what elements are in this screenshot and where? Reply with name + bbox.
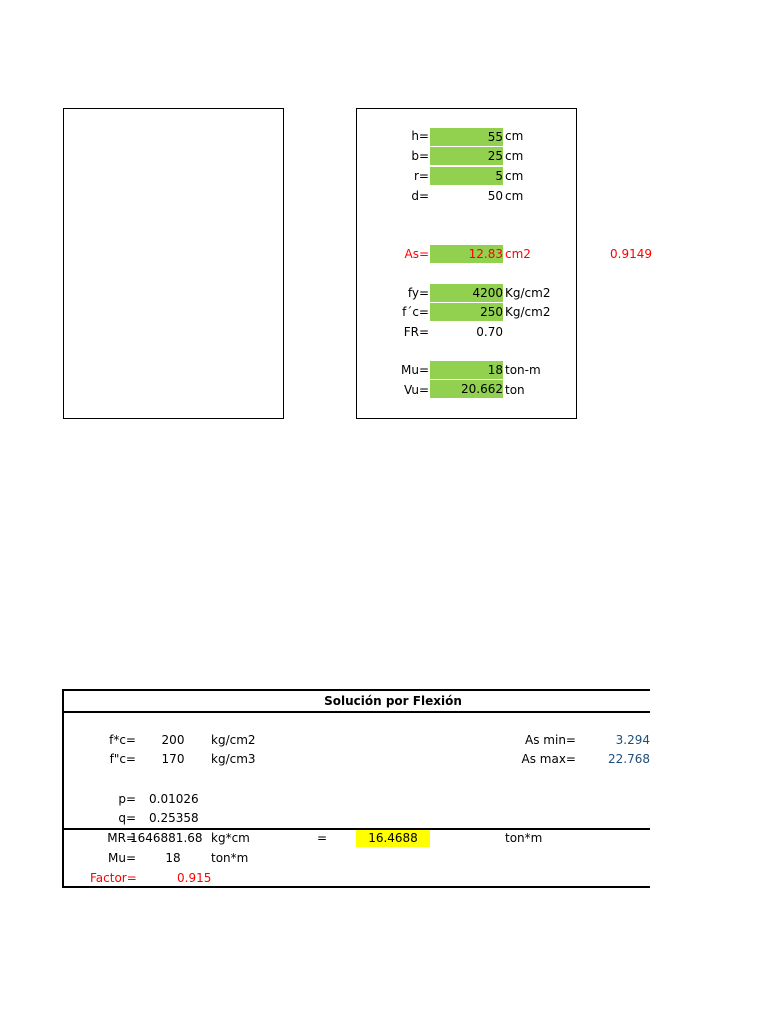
fr-label: FR=: [403, 325, 429, 339]
p-label: p=: [118, 792, 136, 806]
fc-label: f´c=: [402, 305, 429, 319]
r-unit: cm: [505, 169, 524, 183]
fpp-unit: kg/cm3: [211, 752, 256, 766]
mr-converted-value: 16.4688: [356, 830, 430, 847]
d-label: d=: [411, 189, 429, 203]
mr-converted-unit: ton*m: [505, 831, 543, 845]
d-unit: cm: [505, 189, 524, 203]
fstar-label: f*c=: [109, 733, 136, 747]
mu-unit: ton-m: [505, 363, 541, 377]
fy-value-cell[interactable]: 4200: [430, 284, 503, 302]
fr-value: 0.70: [476, 325, 503, 339]
fc-value-cell[interactable]: 250: [430, 303, 503, 321]
as-ratio-value: 0.9149: [610, 247, 652, 261]
as-min-label: As min=: [525, 733, 576, 747]
as-max-value: 22.768: [608, 752, 650, 766]
fpp-value: 170: [161, 752, 185, 766]
b-value-cell[interactable]: 25: [430, 147, 503, 165]
flexion-left-border: [62, 689, 64, 888]
mr-unit: kg*cm: [211, 831, 250, 845]
as-unit: cm2: [505, 247, 531, 261]
r-value-cell[interactable]: 5: [430, 167, 503, 185]
vu-label: Vu=: [403, 383, 429, 397]
mr-label: MR=: [107, 831, 136, 845]
b-label: b=: [411, 149, 429, 163]
fc-unit: Kg/cm2: [505, 305, 551, 319]
r-label: r=: [414, 169, 429, 183]
vu-value-cell[interactable]: 20.662: [430, 380, 503, 398]
q-label: q=: [118, 811, 136, 825]
factor-value: 0.915: [177, 871, 212, 885]
flexion-title: Solución por Flexión: [324, 694, 462, 708]
h-unit: cm: [505, 129, 524, 143]
flexion-title-underline: [62, 711, 650, 713]
flexion-mu-unit: ton*m: [211, 851, 249, 865]
q-value: 0.25358: [149, 811, 199, 825]
factor-label: Factor=: [90, 871, 137, 885]
d-value: 50: [487, 189, 503, 203]
fy-label: fy=: [407, 286, 429, 300]
as-max-label: As max=: [521, 752, 576, 766]
as-label: As=: [404, 247, 429, 261]
mu-value-cell[interactable]: 18: [430, 361, 503, 379]
h-value-cell[interactable]: 55: [430, 128, 503, 146]
mr-equals: =: [317, 831, 328, 845]
flexion-mu-label: Mu=: [107, 851, 136, 865]
fstar-unit: kg/cm2: [211, 733, 256, 747]
flexion-mu-value: 18: [165, 851, 181, 865]
flexion-bottom-border: [62, 886, 650, 888]
p-value: 0.01026: [149, 792, 199, 806]
fstar-value: 200: [161, 733, 185, 747]
mr-value: 1646881.68: [130, 831, 203, 845]
b-unit: cm: [505, 149, 524, 163]
fy-unit: Kg/cm2: [505, 286, 551, 300]
as-min-value: 3.294: [615, 733, 650, 747]
as-value-cell[interactable]: 12.83: [430, 245, 503, 263]
section-drawing-box: [63, 108, 284, 419]
fpp-label: f"c=: [109, 752, 136, 766]
h-label: h=: [411, 129, 429, 143]
mu-label: Mu=: [400, 363, 429, 377]
flexion-top-border: [62, 689, 650, 691]
vu-unit: ton: [505, 383, 525, 397]
